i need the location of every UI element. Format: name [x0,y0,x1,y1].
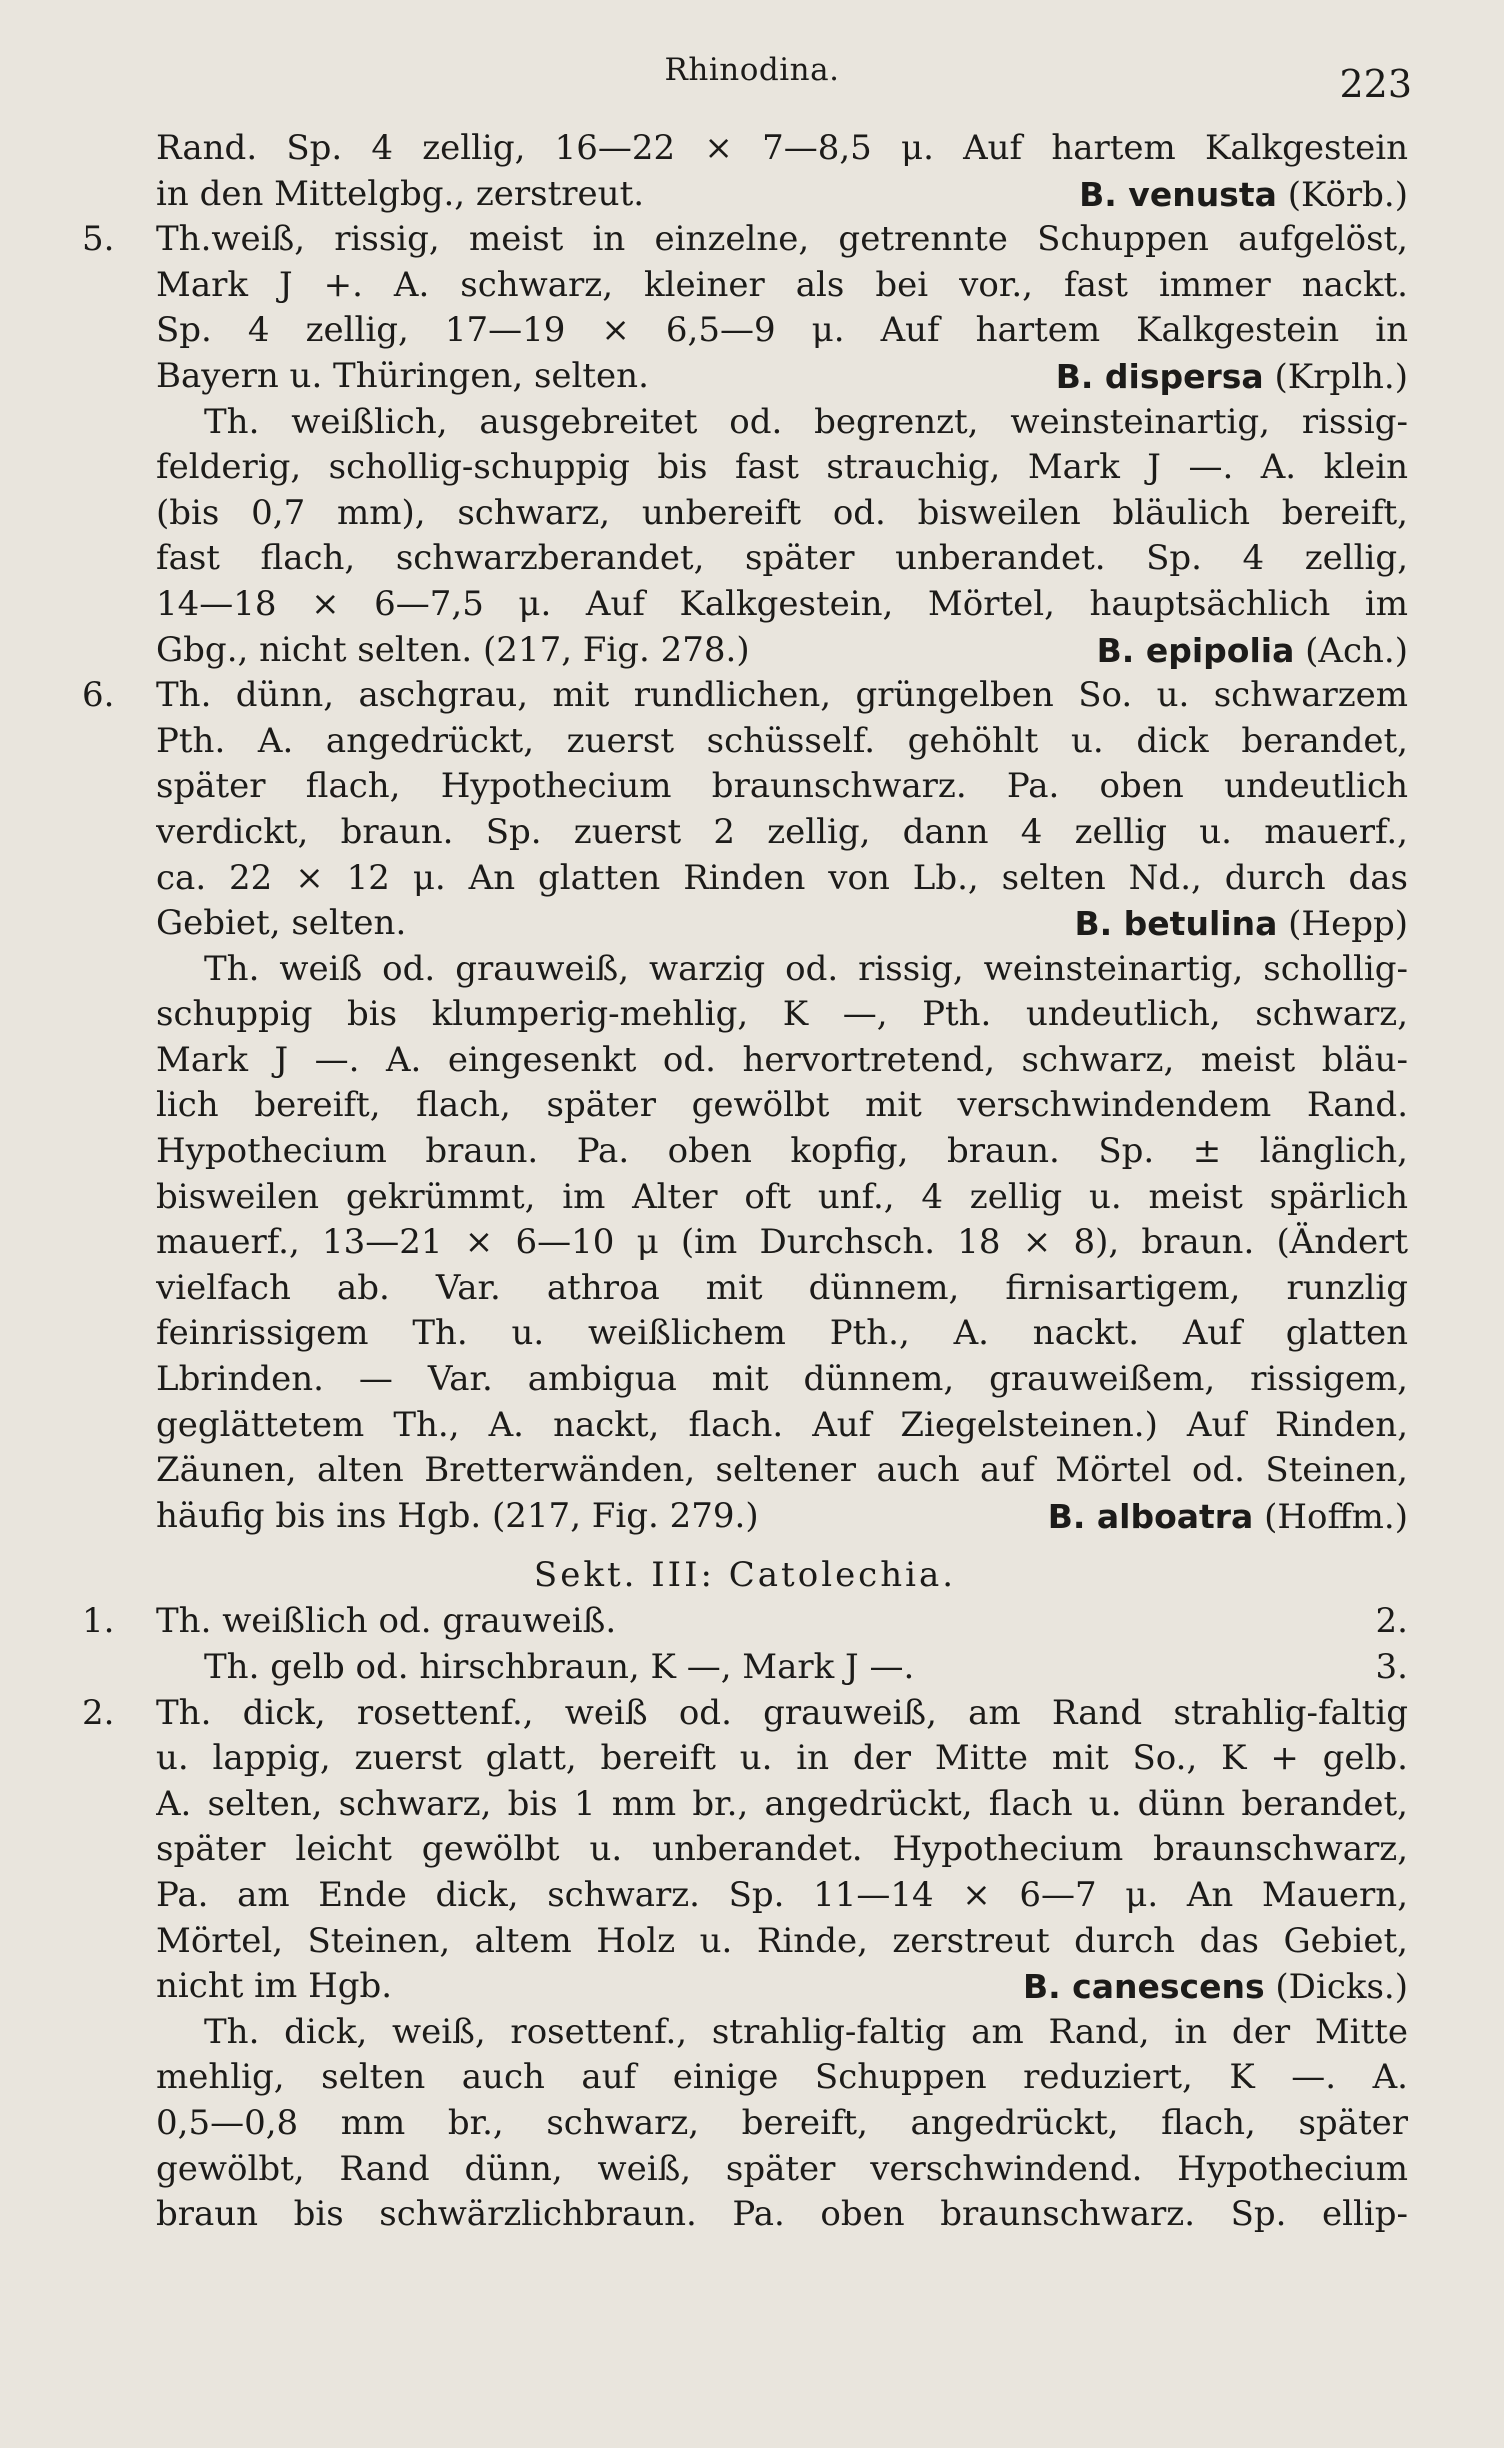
species-label [1056,354,1408,401]
line-text: häufig bis ins Hgb. (217, Fig. 279.) [156,1495,759,1536]
line-text: nicht im Hgb. [156,1966,393,2007]
couplet-number: 5. [82,219,115,260]
text-line [82,764,1408,810]
text-line [82,1736,1408,1782]
line-text: Th. dick, rosettenf., weiß od. grauweiß, am Rand strahlig-faltig [156,1692,1408,1733]
species-author: (Hoffm.) [1264,1496,1408,1537]
line-text: Th. dick, weiß, rosettenf., strahlig-faltig am Rand, in der Mitte [204,2011,1408,2052]
line-text: Zäunen, alten Bretterwänden, seltener auch auf Mörtel od. Steinen, [156,1450,1408,1491]
species-line [156,172,1408,219]
line-text: Bayern u. Thüringen, selten. [156,355,649,396]
species-name: B. epipolia [1096,630,1295,670]
line-text: A. selten, schwarz, bis 1 mm br., angedrückt, flach u. dünn berandet, [156,1783,1408,1824]
text-line [82,1266,1408,1312]
line-text: fast flach, schwarzberandet, später unberandet. Sp. 4 zellig, [156,538,1408,579]
page-number: 223 [1339,62,1412,106]
text-line [82,400,1408,446]
species-author: (Hepp) [1288,904,1408,945]
text-line [82,2101,1408,2147]
text-line [82,901,1408,947]
line-text: Mörtel, Steinen, altem Holz u. Rinde, zerstreut durch das Gebiet, [156,1920,1408,1961]
text-line [82,673,1408,719]
species-author: (Körb.) [1287,174,1408,215]
lead-reference: 2. [1375,1601,1408,1642]
text-line [82,628,1408,674]
text-line [82,263,1408,309]
line-text: Th. weißlich od. grauweiß. [156,1601,617,1642]
line-text: braun bis schwärzlichbraun. Pa. oben braunschwarz. Sp. ellip- [156,2194,1408,2235]
line-text: Th. weiß od. grauweiß, warzig od. rissig, weinsteinartig, schollig- [204,948,1408,989]
text-line [82,1357,1408,1403]
line-text: später flach, Hypothecium braunschwarz. Pa. oben undeutlich [156,766,1408,807]
line-text: 0,5—0,8 mm br., schwarz, bereift, angedrückt, flach, später [156,2102,1408,2143]
line-text: Rand. Sp. 4 zellig, 16—22 × 7—8,5 μ. Auf hartem Kalkgestein [156,128,1408,168]
key-lead-line [156,1599,1408,1645]
text-line [82,1311,1408,1357]
page-body [82,126,1408,2238]
couplet-number: 1. [82,1601,115,1642]
text-line [82,1964,1408,2010]
text-line [82,1448,1408,1494]
species-label [1097,628,1408,675]
line-text: geglättetem Th., A. nackt, flach. Auf Ziegelsteinen.) Auf Rinden, [156,1404,1408,1445]
line-text: mauerf., 13—21 × 6—10 μ (im Durchsch. 18 × 8), braun. (Ändert [156,1222,1408,1263]
text-line [82,810,1408,856]
line-text: 14—18 × 6—7,5 μ. Auf Kalkgestein, Mörtel, hauptsächlich im [156,583,1408,624]
couplet-number: 6. [82,675,115,716]
running-head: Rhinodina. [664,52,840,88]
line-text: ca. 22 × 12 μ. An glatten Rinden von Lb., selten Nd., durch das [156,857,1408,898]
line-text: Hypothecium braun. Pa. oben kopfig, braun. Sp. ± länglich, [156,1131,1408,1172]
text-line [82,1782,1408,1828]
line-text: Th. gelb od. hirschbraun, K —, Mark J —. [204,1647,915,1687]
text-line [82,992,1408,1038]
species-label [1079,172,1408,219]
line-text: Gebiet, selten. [156,903,407,944]
species-line [156,354,1408,401]
line-text: feinrissigem Th. u. weißlichem Pth., A. nackt. Auf glatten [156,1313,1408,1354]
species-name: B. betulina [1074,904,1278,944]
line-text: Mark J +. A. schwarz, kleiner als bei vor., fast immer nackt. [156,264,1408,305]
species-author: (Ach.) [1305,630,1408,671]
text-line [82,1403,1408,1449]
text-line [82,1220,1408,1266]
text-line [82,217,1408,263]
text-line [82,1083,1408,1129]
species-label [1048,1494,1408,1541]
text-line [82,856,1408,902]
line-text: (bis 0,7 mm), schwarz, unbereift od. bisweilen bläulich bereift, [156,492,1408,533]
text-line [82,719,1408,765]
text-line [82,126,1408,172]
line-text: Sp. 4 zellig, 17—19 × 6,5—9 μ. Auf hartem Kalkgestein in [156,310,1408,351]
species-line [156,1964,1408,2011]
species-author: (Dicks.) [1275,1967,1408,2008]
species-name: B. dispersa [1055,356,1264,396]
line-text: Th. dünn, aschgrau, mit rundlichen, grüngelben So. u. schwarzem [156,675,1408,716]
section-title: Sekt. III: Catolechia. [533,1555,957,1596]
species-name: B. alboatra [1047,1496,1254,1536]
species-label [1023,1964,1408,2011]
lead-reference: 3. [1375,1647,1408,1687]
species-name: B. canescens [1023,1967,1265,2007]
line-text: mehlig, selten auch auf einige Schuppen reduziert, K —. A. [156,2057,1408,2098]
text-line [82,1919,1408,1965]
key-block-section-iii [82,1599,1408,2237]
line-text: vielfach ab. Var. athroa mit dünnem, firnisartigem, runzlig [156,1267,1408,1308]
key-lead-line [156,1645,1408,1691]
species-line [156,901,1408,948]
key-block-section-ii [82,126,1408,1539]
species-line [156,628,1408,675]
text-line [82,1873,1408,1919]
text-line [82,1038,1408,1084]
text-line [82,308,1408,354]
text-line [82,582,1408,628]
text-line [82,1494,1408,1540]
text-line [82,1599,1408,1645]
text-line [82,536,1408,582]
line-text: verdickt, braun. Sp. zuerst 2 zellig, dann 4 zellig u. mauerf., [156,811,1408,852]
couplet-number: 2. [82,1692,115,1733]
text-line [82,491,1408,537]
species-name: B. venusta [1079,174,1277,214]
line-text: Pth. A. angedrückt, zuerst schüsself. gehöhlt u. dick berandet, [156,720,1408,761]
text-line [82,1175,1408,1221]
line-text: gewölbt, Rand dünn, weiß, später verschwindend. Hypothecium [156,2148,1408,2189]
line-text: Gbg., nicht selten. (217, Fig. 278.) [156,629,750,670]
line-text: später leicht gewölbt u. unberandet. Hypothecium braunschwarz, [156,1829,1408,1870]
line-text: bisweilen gekrümmt, im Alter oft unf., 4 zellig u. meist spärlich [156,1176,1408,1217]
line-text: in den Mittelgbg., zerstreut. [156,173,645,214]
text-line [82,1129,1408,1175]
line-text: Th. weißlich, ausgebreitet od. begrenzt, weinsteinartig, rissig- [204,401,1408,442]
line-text: schuppig bis klumperig-mehlig, K —, Pth. undeutlich, schwarz, [156,994,1408,1035]
line-text: lich bereift, flach, später gewölbt mit verschwindendem Rand. [156,1085,1408,1126]
text-line [82,1827,1408,1873]
line-text: Pa. am Ende dick, schwarz. Sp. 11—14 × 6—7 μ. An Mauern, [156,1874,1408,1915]
text-line [82,445,1408,491]
text-line [82,947,1408,993]
text-line [82,1691,1408,1737]
text-line [82,1645,1408,1691]
line-text: Lbrinden. — Var. ambigua mit dünnem, grauweißem, rissigem, [156,1359,1408,1400]
text-line [82,2055,1408,2101]
text-line [82,2147,1408,2193]
line-text: felderig, schollig-schuppig bis fast strauchig, Mark J —. A. klein [156,447,1408,488]
species-line [156,1494,1408,1541]
line-text: u. lappig, zuerst glatt, bereift u. in der Mitte mit So., K + gelb. [156,1738,1408,1779]
line-text: Th.weiß, rissig, meist in einzelne, getrennte Schuppen aufgelöst, [156,219,1408,260]
line-text: Mark J —. A. eingesenkt od. hervortretend, schwarz, meist bläu- [156,1039,1408,1080]
species-label [1075,901,1409,948]
text-line [82,354,1408,400]
text-line [82,172,1408,218]
text-line [82,2192,1408,2238]
species-author: (Krplh.) [1274,356,1408,397]
text-line [82,2010,1408,2056]
